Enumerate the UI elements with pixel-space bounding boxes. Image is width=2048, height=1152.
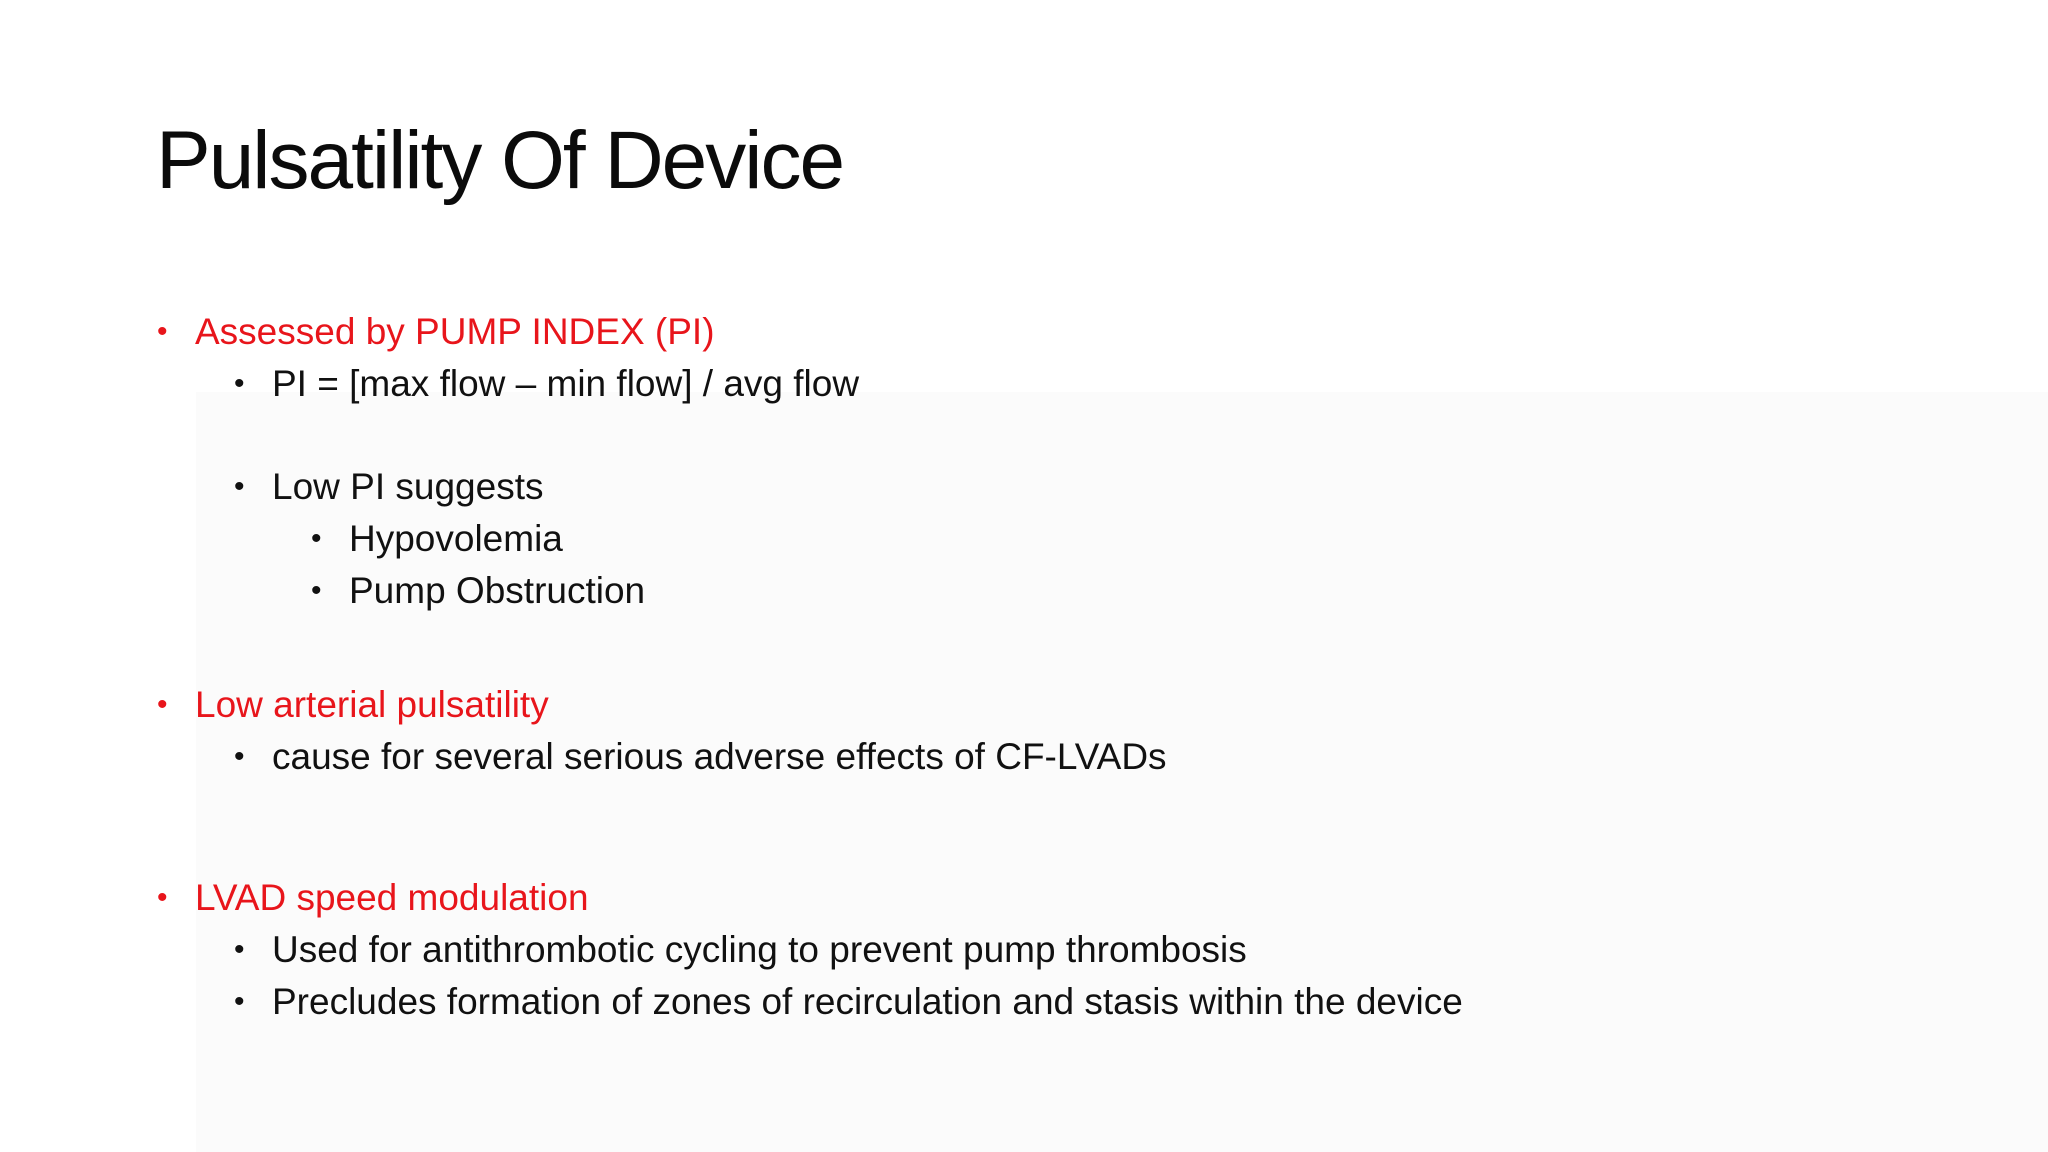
section-heading-pump-index xyxy=(157,306,715,358)
section-heading-text: Assessed by PUMP INDEX (PI) xyxy=(195,311,715,352)
bullet-icon: • xyxy=(234,985,245,1018)
list-item-antithrombotic-cycling xyxy=(234,924,1247,976)
sub-item-pump-obstruction xyxy=(311,565,646,617)
sub-item-text: Hypovolemia xyxy=(349,518,563,559)
bullet-icon: • xyxy=(311,522,322,555)
list-item-text: Low PI suggests xyxy=(272,466,544,507)
bullet-icon: • xyxy=(234,367,245,400)
bullet-icon: • xyxy=(311,574,322,607)
bullet-icon: • xyxy=(234,470,245,503)
section-heading-low-arterial-pulsatility xyxy=(157,679,549,731)
bullet-icon: • xyxy=(157,315,168,348)
list-item-adverse-effects xyxy=(234,731,1167,783)
list-item-precludes-formation xyxy=(234,976,1463,1028)
bullet-icon: • xyxy=(234,933,245,966)
section-heading-text: Low arterial pulsatility xyxy=(195,684,549,725)
list-item-text: Precludes formation of zones of recirculation and stasis within the device xyxy=(272,981,1463,1022)
sub-item-hypovolemia xyxy=(311,513,563,565)
section-heading-lvad-speed-modulation xyxy=(157,872,589,924)
list-item-low-pi xyxy=(234,461,544,513)
section-heading-text: LVAD speed modulation xyxy=(195,877,589,918)
list-item-pi-formula xyxy=(234,358,860,410)
sub-item-text: Pump Obstruction xyxy=(349,570,646,611)
list-item-text: cause for several serious adverse effects of CF-LVADs xyxy=(272,736,1167,777)
list-item-text: PI = [max flow – min flow] / avg flow xyxy=(272,363,860,404)
bullet-icon: • xyxy=(157,688,168,721)
bullet-icon: • xyxy=(157,881,168,914)
bullet-icon: • xyxy=(234,740,245,773)
slide-title: Pulsatility Of Device xyxy=(156,115,844,206)
list-item-text: Used for antithrombotic cycling to prevent pump thrombosis xyxy=(272,929,1247,970)
